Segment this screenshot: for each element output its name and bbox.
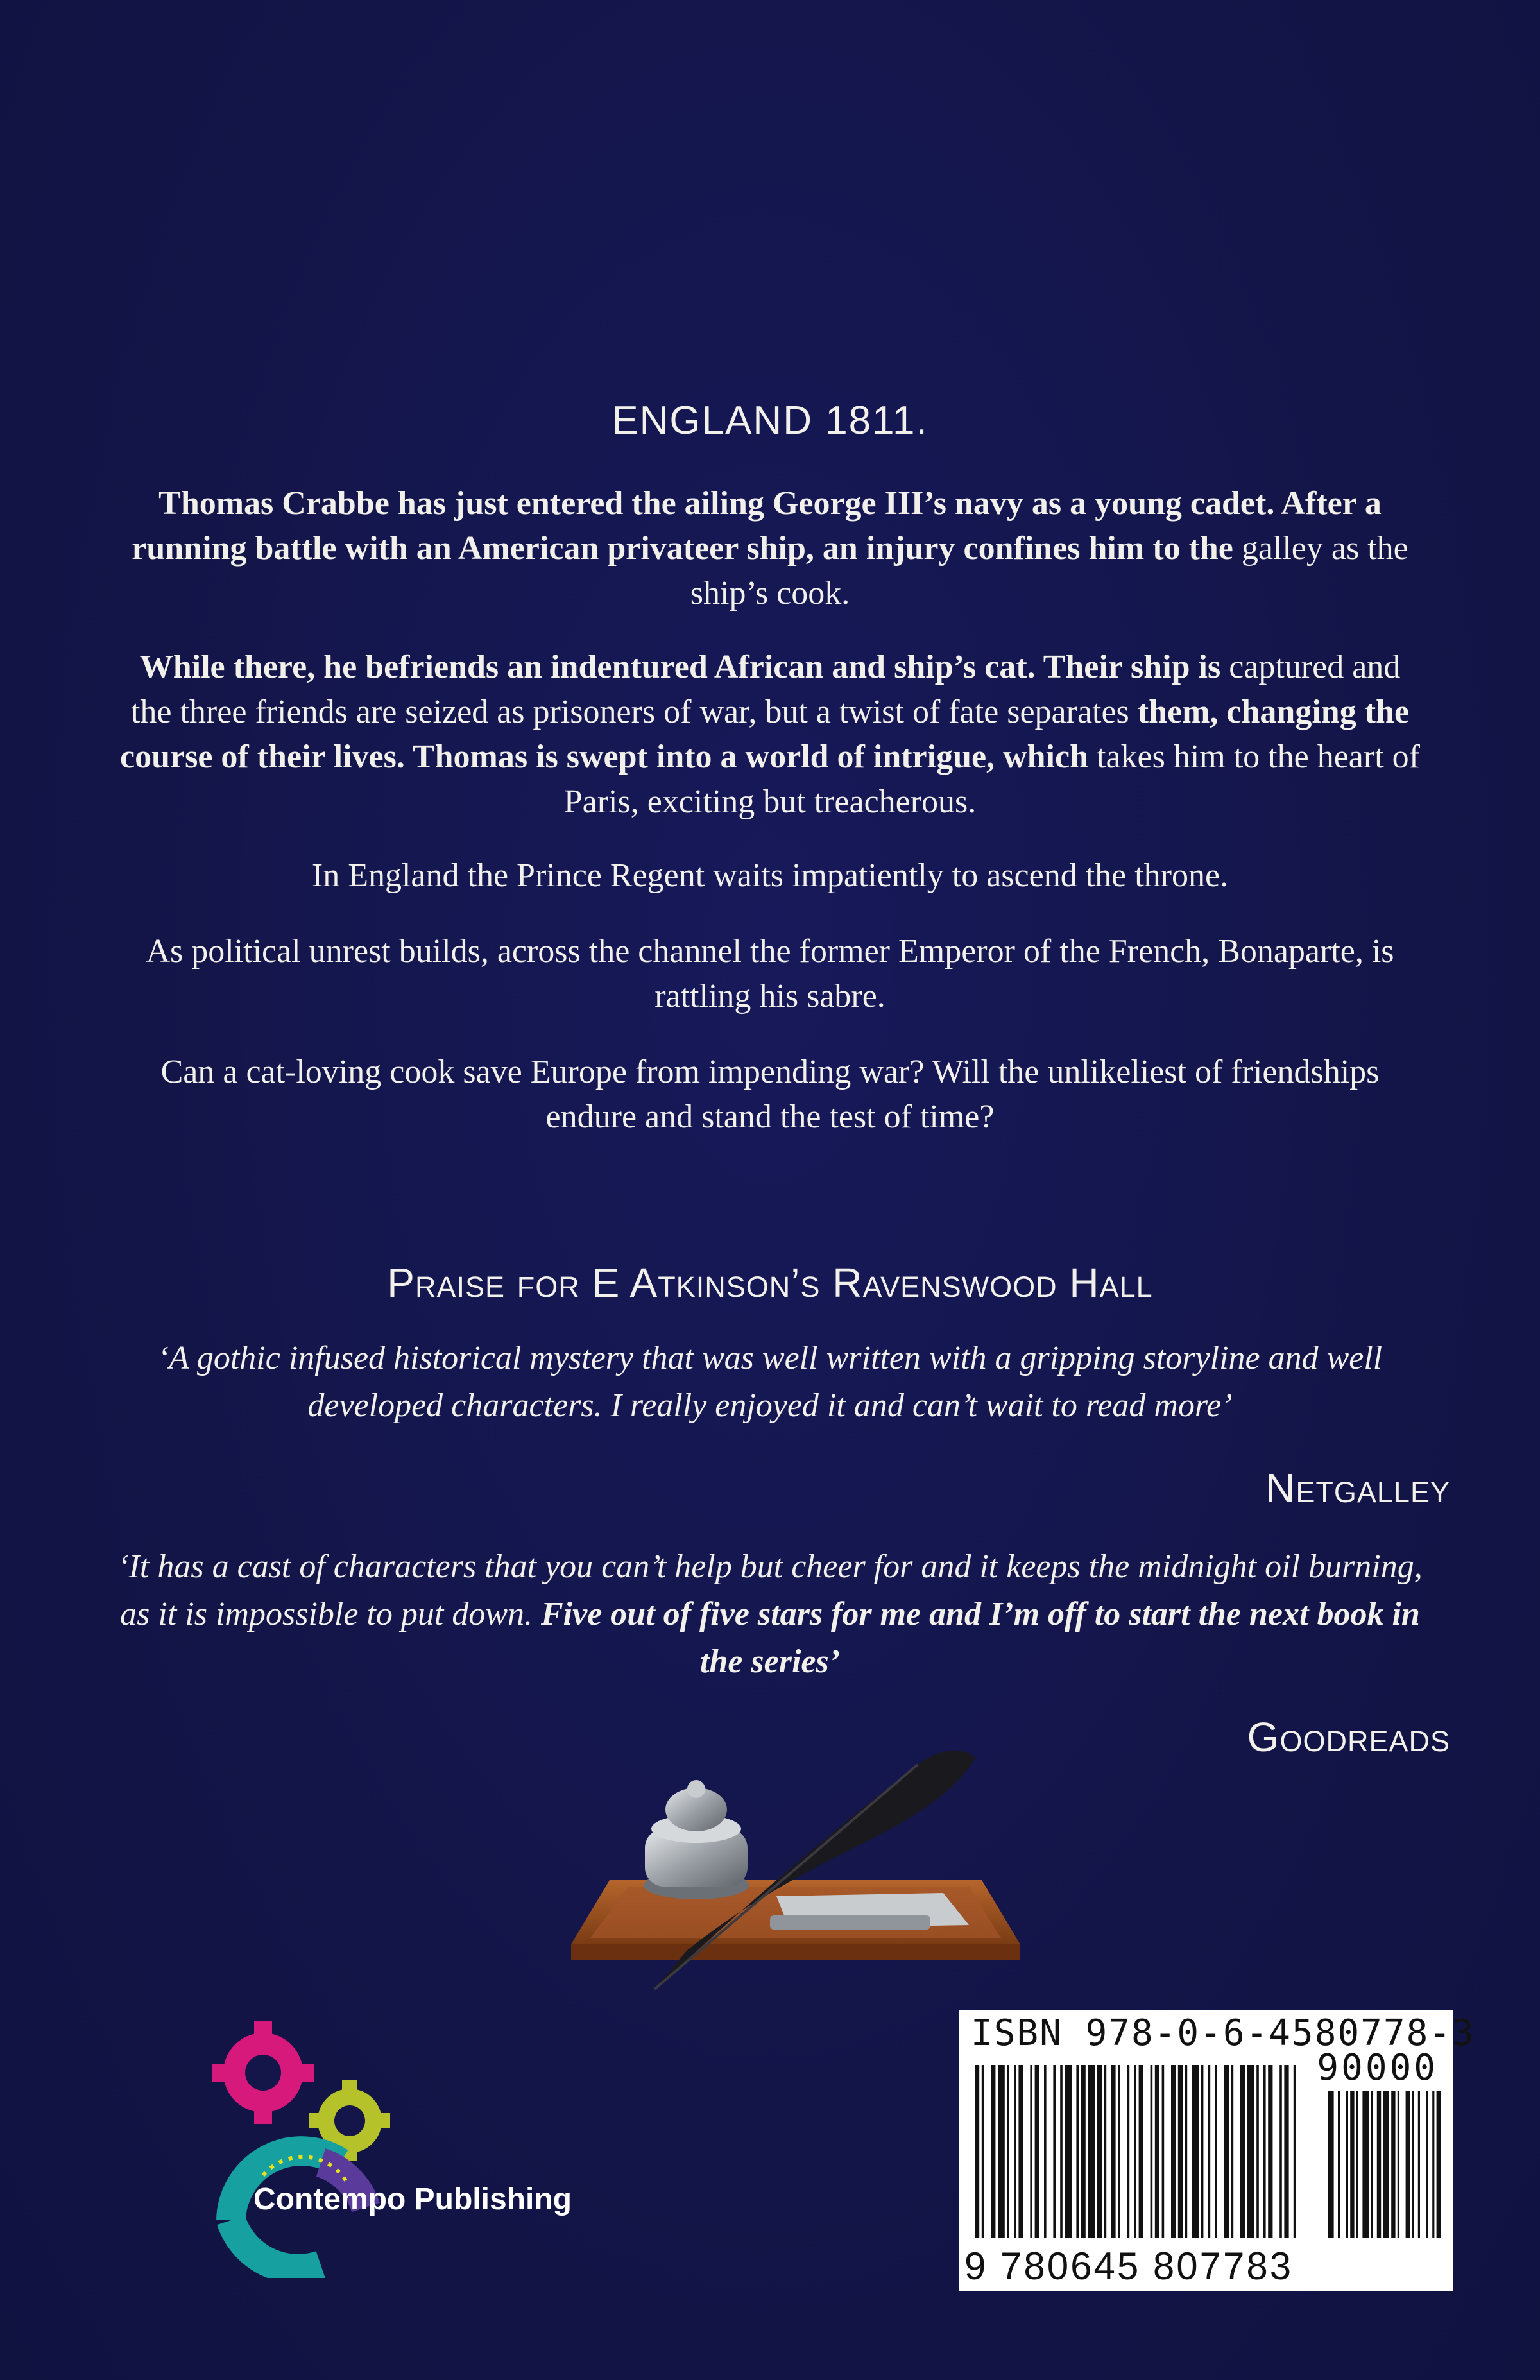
review-quote-text: ‘It has a cast of characters that you can’t help but cheer for and it keeps the midnight oil burning, as it is impossible to put down. [117,1548,1423,1632]
barcode-bar [1208,2065,1211,2238]
barcode-bar [1035,2065,1040,2238]
price-barcode-bar [1371,2091,1373,2238]
barcode-bar [975,2065,979,2238]
price-barcode-bar [1398,2091,1399,2238]
barcode-bar [1162,2065,1165,2238]
barcode-bar [1007,2065,1009,2238]
barcode-bar [1240,2065,1245,2238]
barcode-bar [1256,2065,1259,2238]
barcode-bars [968,2052,1444,2245]
blurb-bold-text: Thomas Crabbe has just entered the ailing George III’s navy as a young cadet. After a running battle with an American privateer ship, an injury confines him to the [132,485,1382,567]
price-barcode-bar [1412,2091,1414,2238]
isbn-label: ISBN 978-0-6-4580778-3 [971,2012,1475,2054]
price-barcode-bar [1426,2091,1428,2238]
isbn-digits: 9 780645 807783 [964,2245,1294,2288]
price-barcode-bar [1362,2091,1369,2238]
review-quote-1: ‘A gothic infused historical mystery that was well written with a gripping storyline and well developed characters. I really enjoyed it and can’t wait to read more’ [157,1340,1383,1424]
barcode-bar [1134,2065,1136,2238]
barcode-bar [1155,2065,1159,2238]
barcode-bar [1231,2065,1234,2238]
barcode-bar [1060,2065,1063,2238]
publisher-name: Contempo Publishing [253,2182,572,2216]
barcode-bar [991,2065,995,2238]
barcode-bar [1118,2065,1120,2238]
barcode-bar [1268,2065,1272,2238]
blurb-paragraph-2 [116,645,1425,825]
blurb-bold-text: them, changing the course of their lives. Thomas is swept into a world of intrigue, which [120,694,1410,775]
barcode-bar [1097,2065,1102,2238]
inkwell-quill-icon [558,1733,1033,1996]
price-barcode-bar [1377,2091,1381,2238]
blurb-paragraph-1 [116,481,1425,616]
price-barcode-bar [1346,2091,1348,2238]
intro-heading: ENGLAND 1811. [612,398,928,443]
isbn-barcode [959,2010,1475,2291]
barcode-bar [1263,2065,1266,2238]
barcode-bar [1192,2065,1199,2238]
barcode-bar [1018,2065,1023,2238]
blurb-text: galley as the ship’s cook. [690,530,1408,612]
price-barcode-bar [1350,2091,1354,2238]
barcode-bar [1201,2065,1204,2238]
barcode-bar [1247,2065,1254,2238]
price-barcode-bar [1391,2091,1395,2238]
price-barcode-bar [1406,2091,1410,2238]
price-barcode-bar [1432,2091,1434,2238]
barcode-bar [998,2065,1005,2238]
barcode-bar [982,2065,984,2238]
blurb-bold-text: While there, he befriends an indentured African and ship’s cat. Their ship is [139,649,1221,685]
blurb-paragraph-5: Can a cat-loving cook save Europe from impending war? Will the unlikeliest of friendships endure and stand the test of time? [160,1054,1380,1135]
praise-heading: Praise for E Atkinson’s Ravenswood Hall [387,1260,1153,1306]
price-barcode-bar [1338,2091,1340,2238]
price-barcode-bar [1418,2091,1420,2238]
barcode-bar [1081,2065,1086,2238]
barcode-bar [1178,2065,1183,2238]
barcode-bar [1215,2065,1217,2238]
barcode-bar [1151,2065,1153,2238]
review-quote-2 [116,1543,1425,1686]
barcode-bar [1171,2065,1176,2238]
review-source-1: Netgalley [1265,1465,1450,1511]
barcode-bar [1111,2065,1115,2238]
contempo-publishing-logo [193,2008,590,2278]
magenta-gear-icon [212,2021,314,2124]
blurb-paragraph-4: As political unrest builds, across the channel the former Emperor of the French, Bonaparte, is rattling his sabre. [146,933,1394,1014]
barcode-bar [1127,2065,1130,2238]
barcode-bar [1065,2065,1072,2238]
barcode-bar [1104,2065,1107,2238]
barcode-bar [1139,2065,1143,2238]
barcode-bar [1030,2065,1032,2238]
review-quote-bold-text: Five out of five stars for me and I’m off to start the next book in the series’ [541,1596,1420,1680]
price-barcode-bar [1437,2091,1441,2238]
barcode-bar [1044,2065,1047,2238]
barcode-bar [1088,2065,1095,2238]
review-source-2: Goodreads [1247,1714,1450,1760]
blurb-paragraph-3: In England the Prince Regent waits impatiently to ascend the throne. [311,857,1229,894]
price-barcode-bar [1383,2091,1389,2238]
barcode-bar [1053,2065,1056,2238]
barcode-bar [1294,2065,1296,2238]
blurb-text: takes him to the heart of Paris, exciting but treacherous. [563,739,1420,820]
price-code: 90000 [1317,2047,1438,2089]
barcode-bar [1014,2065,1016,2238]
barcode-bar [1076,2065,1079,2238]
barcode-bar [1185,2065,1188,2238]
price-barcode-bar [1328,2091,1334,2238]
barcode-bar [1279,2065,1282,2238]
barcode-bar [1224,2065,1229,2238]
barcode-bar [1284,2065,1288,2238]
price-barcode-bar [1356,2091,1358,2238]
blurb-text: captured and the three friends are seized as prisoners of war, but a twist of fate separates [130,649,1401,730]
